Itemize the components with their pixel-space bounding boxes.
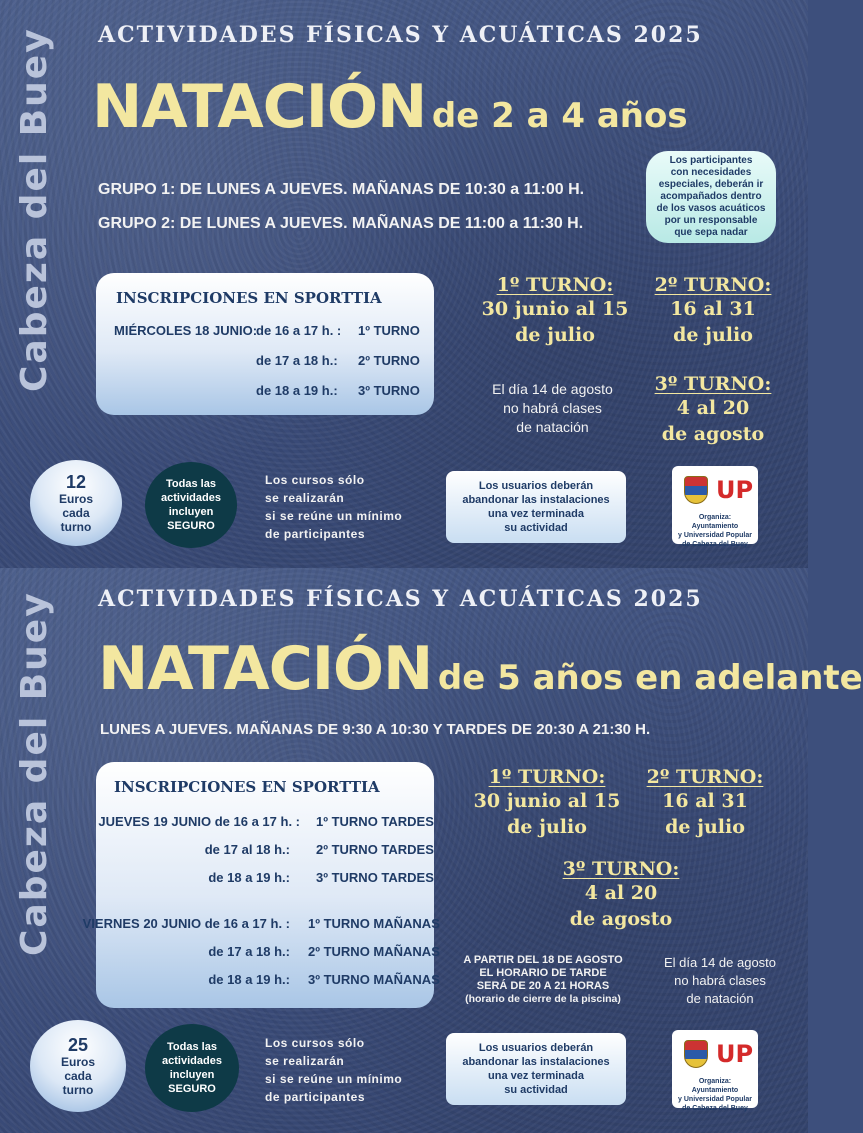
org-line: y Universidad Popular — [678, 1096, 752, 1103]
no-classes-note — [650, 954, 790, 1008]
note-line: su actividad — [504, 522, 568, 534]
august-schedule-note — [448, 954, 638, 1006]
org-line: de Cabeza del Buey — [682, 1105, 748, 1112]
turno-dates: 4 al 20 — [584, 882, 658, 904]
no-classes-note — [470, 380, 635, 437]
special-needs-note — [646, 151, 776, 243]
turno-dates: de julio — [515, 324, 595, 346]
organizer-text — [676, 513, 754, 549]
organizer-logo — [672, 1030, 758, 1112]
inscr-date: de 17 a 18 h.: — [208, 944, 290, 959]
turno-heading: 2º TURNO: — [646, 766, 764, 788]
turno2-dates — [648, 274, 778, 348]
note-line: abandonar las instalaciones — [462, 1056, 610, 1068]
poster-panel-5-plus — [0, 568, 863, 1133]
note-line: de los vasos acuáticos — [656, 203, 766, 214]
inscr-time: de 17 a 18 h.: — [256, 353, 338, 368]
price-unit: cada — [62, 506, 90, 520]
title-age-range: de 5 años en adelante — [437, 658, 863, 698]
note-line: si se reúne un mínimo — [265, 1072, 403, 1086]
inscr-turno: 3º TURNO MAÑANAS — [308, 972, 440, 987]
turno-heading: 1º TURNO: — [488, 766, 606, 788]
title-natacion: NATACIÓN — [92, 72, 427, 142]
badge-line: actividades — [162, 1055, 222, 1067]
price-badge — [30, 460, 122, 546]
org-line: Organiza: Ayuntamiento — [691, 1078, 739, 1094]
note-line: acompañados dentro — [660, 191, 762, 202]
inscr-turno: 3º TURNO — [358, 383, 420, 398]
turno-dates: 30 junio al 15 — [473, 790, 621, 812]
note-line: abandonar las instalaciones — [462, 494, 610, 506]
badge-line: SEGURO — [168, 1083, 216, 1095]
badge-line: actividades — [161, 492, 221, 504]
turno-dates: 16 al 31 — [670, 298, 756, 320]
turno-dates: 30 junio al 15 — [481, 298, 629, 320]
town-shield-icon — [684, 1040, 708, 1068]
note-line: Los participantes — [669, 155, 753, 166]
grupo2-schedule: GRUPO 2: DE LUNES A JUEVES. MAÑANAS DE 11:00 a 11:30 H. — [98, 215, 584, 232]
price-unit: Euros — [60, 1055, 95, 1069]
inscr-date: de 18 a 19 h.: — [208, 972, 290, 987]
inscr-turno: 2º TURNO — [358, 353, 420, 368]
note-line: de participantes — [265, 1090, 366, 1104]
badge-line: incluyen — [169, 1069, 215, 1081]
minimum-participants-note — [265, 471, 402, 543]
org-line: Organiza: Ayuntamiento — [691, 514, 739, 530]
inscripciones-title: INSCRIPCIONES EN SPORTTIA — [114, 778, 380, 796]
note-line: una vez terminada — [488, 1070, 584, 1082]
title-age-range: de 2 a 4 años — [431, 96, 688, 136]
inscripciones-title: INSCRIPCIONES EN SPORTTIA — [116, 289, 382, 307]
up-logo: UP — [716, 476, 754, 504]
org-line: y Universidad Popular — [678, 532, 752, 539]
note-line: de natación — [516, 419, 589, 435]
turno-dates: de agosto — [661, 423, 765, 445]
note-line: SERÁ DE 20 A 21 HORAS — [476, 980, 610, 992]
inscripciones-box — [96, 273, 434, 415]
inscr-date: VIERNES 20 JUNIO de 16 a 17 h. : — [82, 916, 290, 931]
note-line: Los cursos sólo — [265, 473, 365, 487]
turno-dates: de agosto — [569, 908, 673, 930]
note-line: El día 14 de agosto — [492, 381, 613, 397]
turno-dates: 16 al 31 — [662, 790, 748, 812]
inscr-date: de 17 al 18 h.: — [204, 842, 290, 857]
note-line: con necesidades — [670, 167, 752, 178]
turno-dates: 4 al 20 — [676, 397, 750, 419]
note-line: una vez terminada — [488, 508, 584, 520]
note-line: si se reúne un mínimo — [265, 509, 403, 523]
note-line: se realizarán — [265, 1054, 345, 1068]
note-line: que sepa nadar — [674, 227, 748, 238]
turno1-dates — [470, 274, 640, 348]
inscr-turno: 1º TURNO — [358, 323, 420, 338]
leave-facilities-note — [446, 471, 626, 543]
price-unit: Euros — [58, 492, 93, 506]
turno-heading: 1º TURNO: — [496, 274, 614, 296]
note-line: Los cursos sólo — [265, 1036, 365, 1050]
turno2-dates — [640, 766, 770, 840]
organizer-logo — [672, 466, 758, 548]
minimum-participants-note — [265, 1034, 402, 1106]
note-line: no habrá clases — [674, 973, 766, 988]
main-title — [92, 72, 688, 142]
inscr-time: de 18 a 19 h.: — [256, 383, 338, 398]
note-line: Los usuarios deberán — [478, 480, 594, 492]
turno1-dates — [462, 766, 632, 840]
turno3-dates — [648, 373, 778, 447]
inscripciones-box — [82, 762, 440, 1008]
inscr-time: de 16 a 17 h. : — [256, 323, 342, 338]
inscr-turno: 1º TURNO TARDES — [316, 814, 434, 829]
note-line: su actividad — [504, 1084, 568, 1096]
turno-heading: 3º TURNO: — [654, 373, 772, 395]
badge-line: Todas las — [166, 478, 216, 490]
note-line: por un responsable — [664, 215, 758, 226]
note-line: A PARTIR DEL 18 DE AGOSTO — [463, 954, 623, 966]
note-line: de participantes — [265, 527, 366, 541]
price-amount: 25 — [67, 1035, 89, 1055]
note-line: no habrá clases — [503, 400, 602, 416]
price-unit: turno — [62, 1083, 94, 1097]
leave-facilities-note — [446, 1033, 626, 1105]
note-line: El día 14 de agosto — [663, 955, 777, 970]
town-shield-icon — [684, 476, 708, 504]
turno-dates: de julio — [507, 816, 587, 838]
schedule-line: LUNES A JUEVES. MAÑANAS DE 9:30 A 10:30 Y TARDES DE 20:30 A 21:30 H. — [100, 721, 651, 738]
note-line: Los usuarios deberán — [478, 1042, 594, 1054]
grupo1-schedule: GRUPO 1: DE LUNES A JUEVES. MAÑANAS DE 10:30 a 11:00 H. — [98, 181, 585, 198]
poster-panel-2-4 — [0, 0, 808, 568]
insurance-badge — [145, 1024, 239, 1112]
org-line: de Cabeza del Buey — [682, 541, 748, 548]
title-natacion: NATACIÓN — [98, 634, 433, 704]
price-badge — [30, 1020, 126, 1112]
header-title: ACTIVIDADES FÍSICAS Y ACUÁTICAS 2025 — [98, 22, 703, 48]
organizer-text — [676, 1077, 754, 1113]
inscr-turno: 3º TURNO TARDES — [316, 870, 434, 885]
inscr-date: JUEVES 19 JUNIO de 16 a 17 h. : — [98, 814, 300, 829]
turno-heading: 2º TURNO: — [654, 274, 772, 296]
note-line: EL HORARIO DE TARDE — [479, 967, 607, 979]
price-unit: cada — [64, 1069, 92, 1083]
inscr-turno: 2º TURNO MAÑANAS — [308, 944, 440, 959]
inscr-turno: 1º TURNO MAÑANAS — [308, 916, 440, 931]
up-logo: UP — [716, 1040, 754, 1068]
main-title — [98, 634, 863, 704]
price-unit: turno — [60, 520, 92, 534]
note-line: especiales, deberán ir — [658, 179, 764, 190]
badge-line: Todas las — [167, 1041, 217, 1053]
turno-heading: 3º TURNO: — [562, 858, 680, 880]
inscr-turno: 2º TURNO TARDES — [316, 842, 434, 857]
note-line: de natación — [686, 991, 754, 1006]
turno-dates: de julio — [665, 816, 745, 838]
turno3-dates — [556, 858, 686, 932]
turno-dates: de julio — [673, 324, 753, 346]
note-line: (horario de cierre de la piscina) — [465, 993, 621, 1005]
insurance-badge — [145, 462, 237, 548]
inscr-date: de 18 a 19 h.: — [208, 870, 290, 885]
badge-line: SEGURO — [167, 520, 215, 532]
badge-line: incluyen — [168, 506, 214, 518]
note-line: se realizarán — [265, 491, 345, 505]
header-title: ACTIVIDADES FÍSICAS Y ACUÁTICAS 2025 — [98, 586, 703, 612]
side-town-name: Cabeza del Buey — [14, 27, 55, 392]
side-town-name: Cabeza del Buey — [14, 591, 55, 956]
price-amount: 12 — [65, 472, 87, 492]
inscr-date: MIÉRCOLES 18 JUNIO: — [114, 323, 258, 338]
